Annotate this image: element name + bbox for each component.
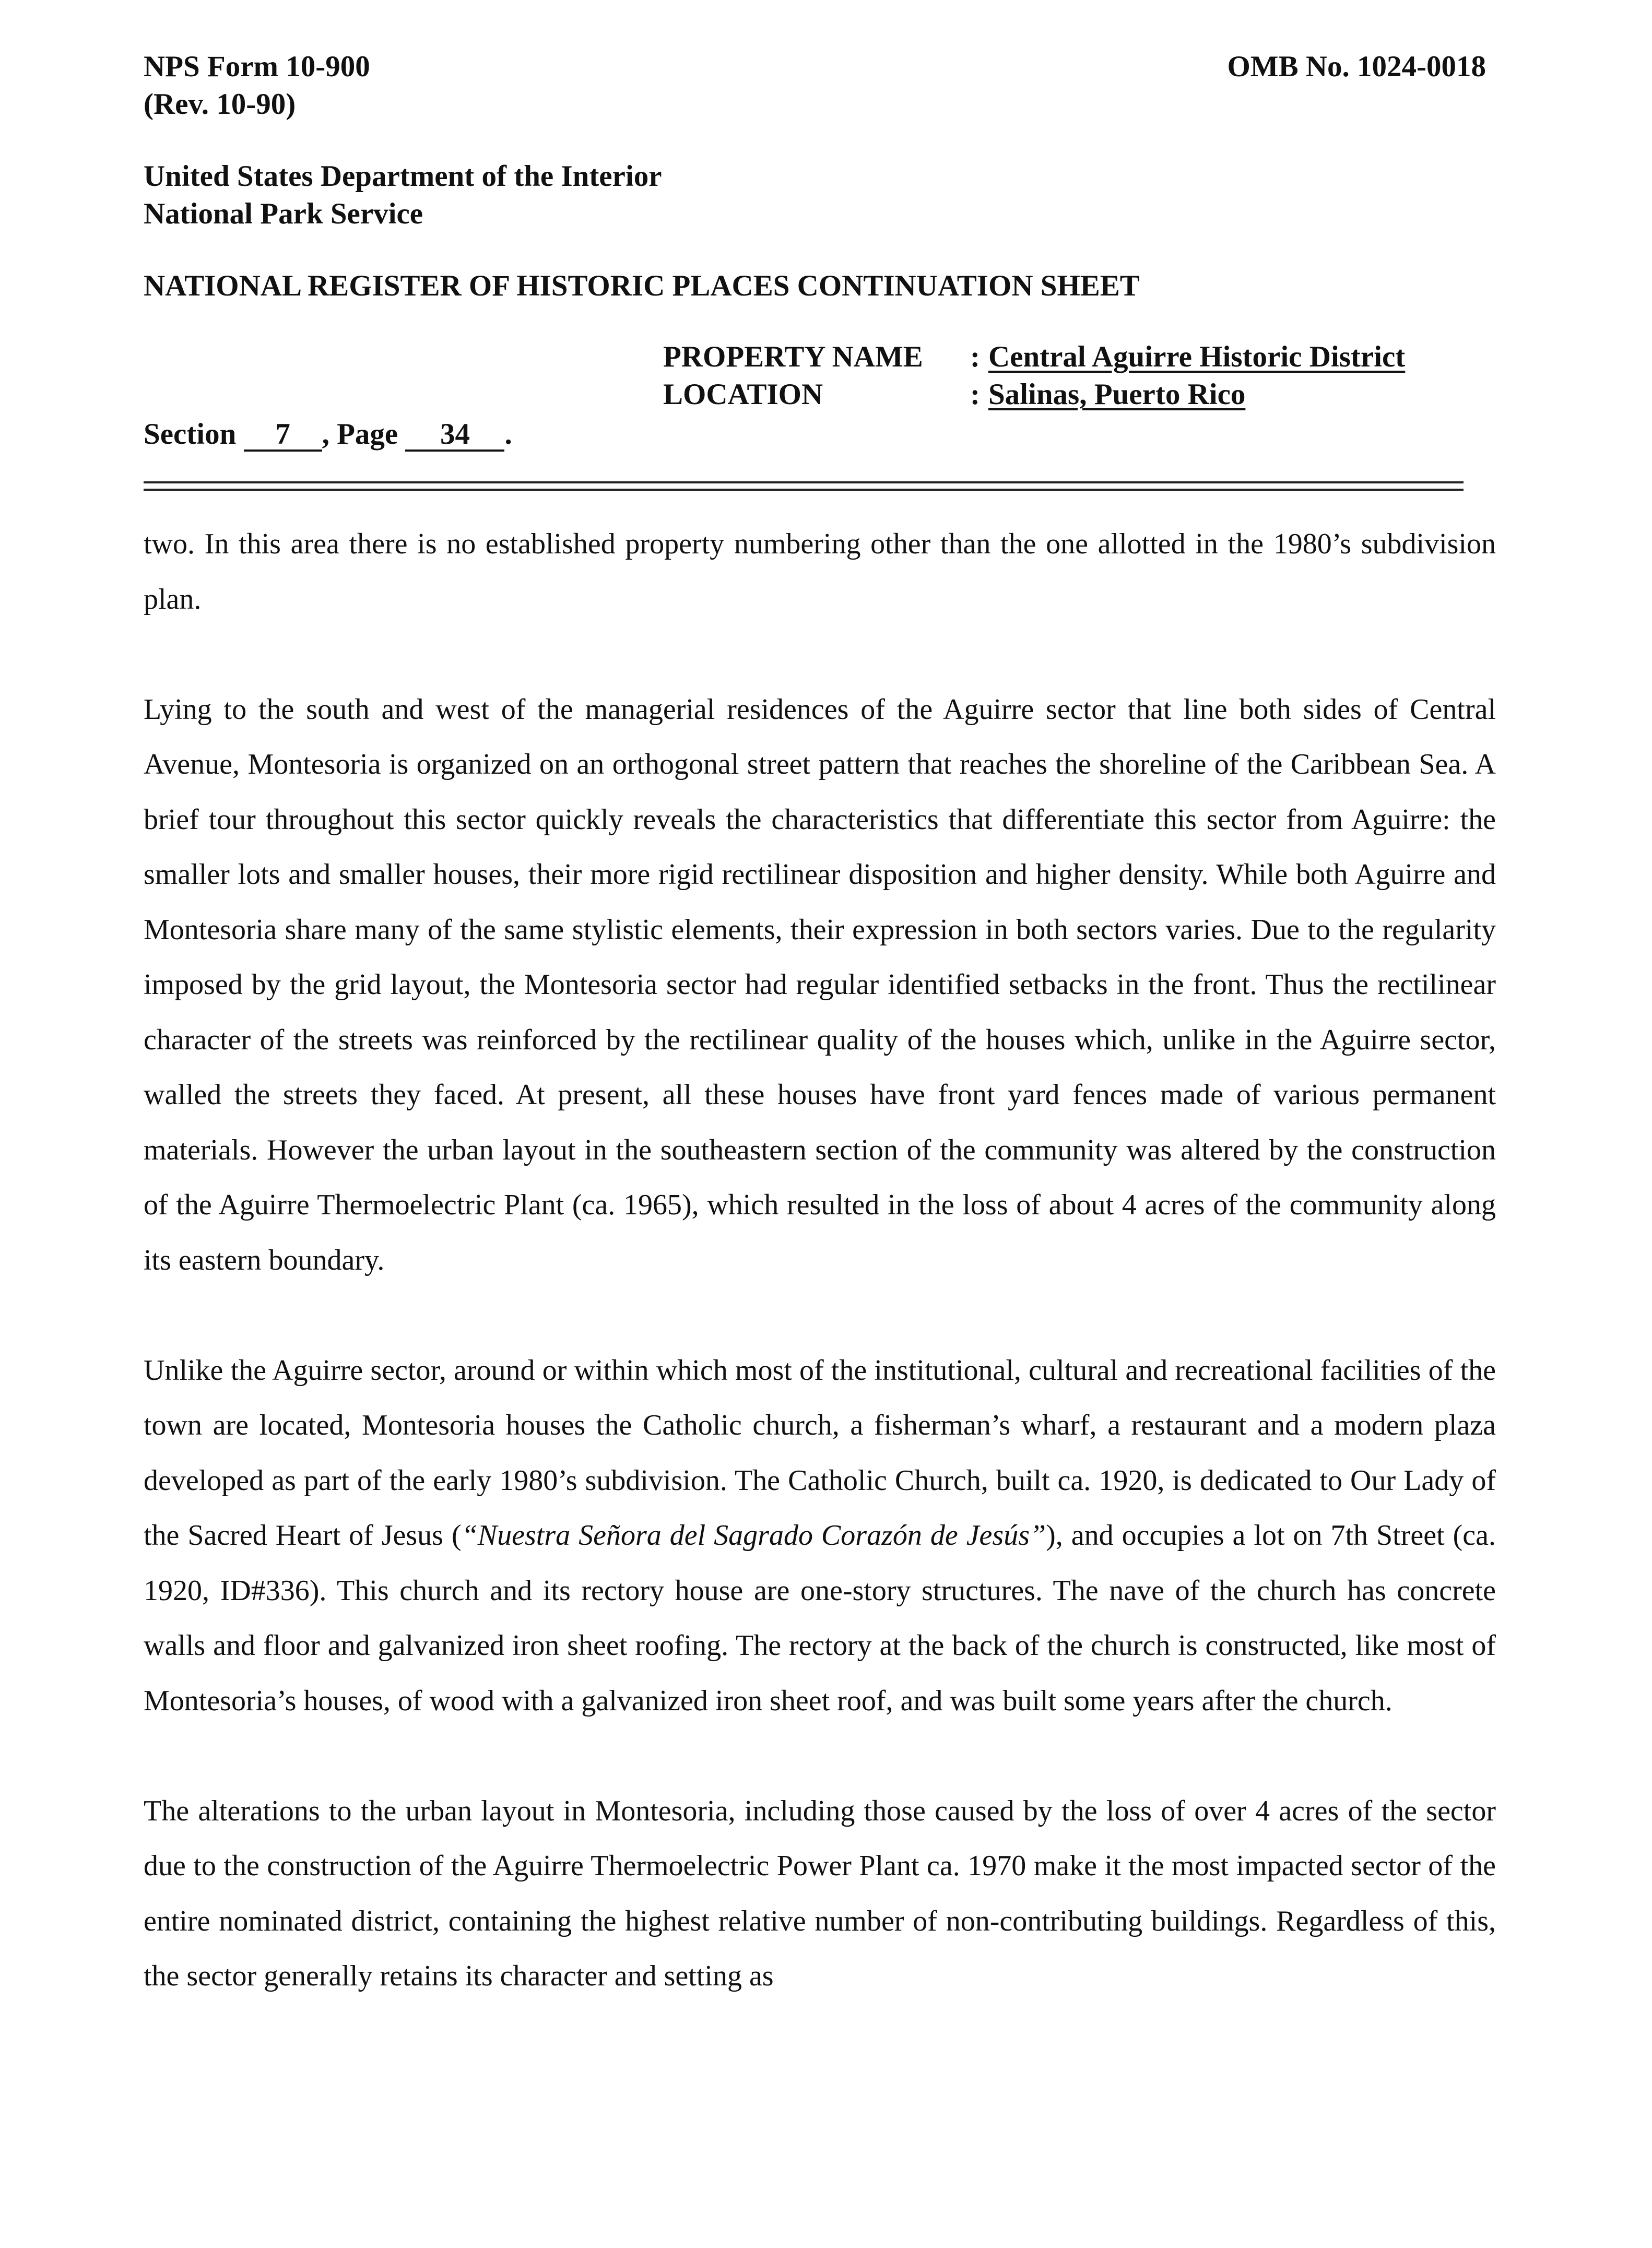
form-revision: (Rev. 10-90) [144,88,296,121]
header-divider-bottom [144,489,1464,491]
paragraph-3-part-a: Unlike the Aguirre sector, around or within which most of the institutional, cultural and recreational facilities of the town are located, Montesoria houses the Catholic church, a fisherman’s wharf, a restaurant and a modern plaza developed as part of the early 1980’s subdivision. The Catholic Church, built ca. 1920, is dedicated to Our Lady of the Sacred Heart of Jesus ( [144,1354,1496,1552]
paragraph-3-spanish-name: “Nuestra Señora del Sagrado Corazón de Jesús” [461,1519,1046,1552]
paragraph-4: The alterations to the urban layout in Montesoria, including those caused by the loss of over 4 acres of the sector due to the construction of the Aguirre Thermoelectric Power Plant ca. 1970 make it the most impacted sector of the entire nominated district, containing the highest relative number of non-contributing buildings. Regardless of this, the sector generally retains its character and setting as [144,1794,1496,1992]
section-page-line: Section 7 , Page 34 . [144,418,512,451]
omb-number: OMB No. 1024-0018 [1227,50,1486,83]
property-name-value: Central Aguirre Historic District [988,340,1406,373]
location-row [970,376,1405,413]
paragraph-3-part-b: ), and occupies a lot on 7th Street (ca. 1920, ID#336). This church and its rectory house are one-story structures. The nave of the church has concrete walls and floor and galvanized iron sheet roofing. The rectory at the back of the church is constructed, like most of Montesoria’s houses, of wood with a galvanized iron sheet roof, and was built some years after the church. [144,1519,1496,1717]
paragraph-1: two. In this area there is no established property numbering other than the one allotted in the 1980’s subdivision plan. [144,528,1496,616]
property-labels [663,338,923,413]
paragraph-3 [144,1343,1496,1729]
page-label: Page [337,418,398,451]
section-label: Section [144,418,237,451]
issuing-agency [144,158,662,233]
property-name-label: PROPERTY NAME [663,340,923,373]
department-name: United States Department of the Interior [144,160,662,193]
page-number: 34 [405,419,504,452]
sheet-title: NATIONAL REGISTER OF HISTORIC PLACES CONTINUATION SHEET [144,269,1140,302]
colon-separator: : [970,340,980,373]
header-divider-top [144,481,1464,483]
section-number: 7 [244,419,322,452]
paragraph-2: Lying to the south and west of the managerial residences of the Aguirre sector that line both sides of Central Avenue, Montesoria is organized on an orthogonal street pattern that reaches the shoreline of the Caribbean Sea. A brief tour throughout this sector quickly reveals the characteristics that differentiate this sector from Aguirre: the smaller lots and smaller houses, their more rigid rectilinear disposition and higher density. While both Aguirre and Montesoria share many of the same stylistic elements, their expression in both sectors varies. Due to the regularity imposed by the grid layout, the Montesoria sector had regular identified setbacks in the front. Thus the rectilinear character of the streets was reinforced by the rectilinear quality of the houses which, unlike in the Aguirre sector, walled the streets they faced. At present, all these houses have front yard fences made of various permanent materials. However the urban layout in the southeastern section of the community was altered by the construction of the Aguirre Thermoelectric Plant (ca. 1965), which resulted in the loss of about 4 acres of the community along its eastern boundary. [144,693,1496,1276]
location-label: LOCATION [663,378,823,411]
property-values [970,338,1405,413]
colon-separator: : [970,378,980,411]
form-identifier [144,48,370,123]
body-text [144,517,1496,2004]
location-value: Salinas, Puerto Rico [988,378,1246,411]
agency-name: National Park Service [144,197,423,230]
form-number: NPS Form 10-900 [144,50,370,83]
property-name-row [970,338,1405,376]
